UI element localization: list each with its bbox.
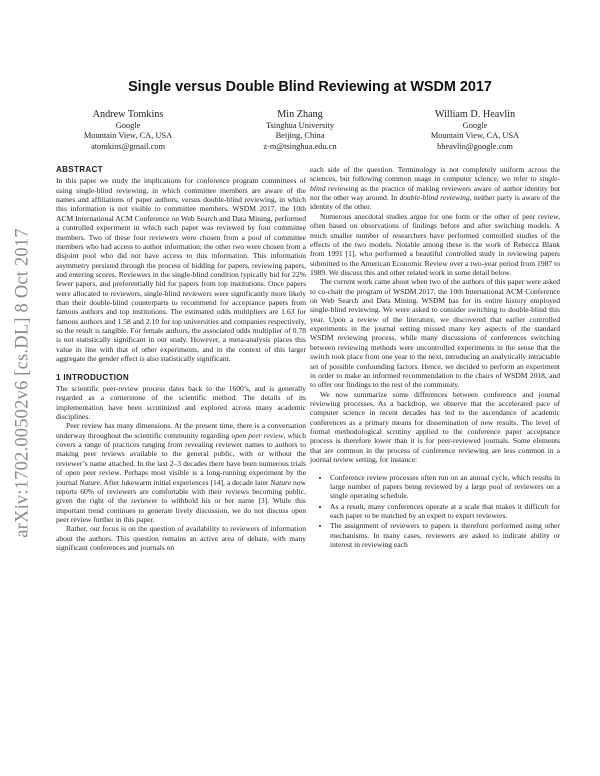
author-location: Beijing, China bbox=[275, 131, 325, 141]
paper-title: Single versus Double Blind Reviewing at WSDM 2017 bbox=[128, 79, 492, 95]
list-item: • As a result, many conferences operate at a scale that makes it difficult for each paper to be matched by an expert to expert reviewers. bbox=[330, 502, 560, 521]
right-column bbox=[310, 165, 560, 550]
left-column bbox=[56, 165, 306, 552]
author-name: Min Zhang bbox=[277, 109, 323, 120]
intro-paragraph-2: Peer review has many dimensions. At the present time, there is a conversation underway throughout the scientific community regarding open peer review, which covers a range of practices ranging from revealing reviewer names to authors to making peer reviews available to the general public, with or without the reviewer’s name attached. In the last 2–3 decades there have been numerous trials of open peer review. Perhaps most visible is a long-running experiment by the journal Nature. After lukewarm initial experiences [14], a decade later Nature now reports 60% of reviewers are comfortable with their reviews becoming public, given the right of the reviewer to withhold his or her name [3]. While this important trend continues to generate lively discussion, we do not discuss open peer review further in this paper. bbox=[56, 421, 306, 524]
author-location: Mountain View, CA, USA bbox=[83, 131, 173, 141]
author-location: Mountain View, CA, USA bbox=[430, 131, 520, 141]
intro-paragraph-1: The scientific peer-review process dates back to the 1600’s, and is generally regarded as a cornerstone of the scientific method. The details of its implementation have been scrutinized and explored across many academic disciplines. bbox=[56, 383, 306, 421]
author-name: Andrew Tomkins bbox=[92, 109, 164, 120]
bullet-list bbox=[310, 473, 560, 550]
list-item: • The assignment of reviewers to papers is therefore performed using other mechanisms. In many cases, reviewers are asked to indicate ability or interest in reviewing each bbox=[330, 521, 560, 549]
abstract-heading: ABSTRACT bbox=[56, 165, 103, 174]
author-3 bbox=[400, 108, 550, 152]
intro-heading: 1 INTRODUCTION bbox=[56, 372, 129, 382]
author-email[interactable]: bheavlin@google.com bbox=[437, 141, 513, 151]
intro-paragraph-6: The current work came about when two of the authors of this paper were asked to co-chair the program of WSDM 2017, the 10th International ACM Conference on Web Search and Data Mining. WSDM has for its entire history employed single-blind reviewing. We were asked to consider switching to double-blind this year. Upon a review of the literature, we discovered that earlier controlled experiments in the journal setting missed many key aspects of the standard WSDM reviewing process, while many discussions of conferences switching between reviewing methods were uncontrolled experiments in the sense that the switch took place from one year to the next, introducing an analytically intractable set of possible confounding factors. Hence, we decided to perform an experiment in order to make an informed recommendation to the chairs of WSDM 2018, and to offer our findings to the rest of the community. bbox=[310, 277, 560, 390]
arxiv-stamp: arXiv:1702.00502v6 [cs.DL] 8 Oct 2017 bbox=[12, 228, 33, 538]
author-email[interactable]: atomkins@gmail.com bbox=[90, 141, 165, 151]
intro-paragraph-5: Numerous anecdotal studies argue for one form or the other of peer review, often based on observations of findings before and after switching models. A much smaller number of researchers have performed controlled studies of the effects of the two models. Notable among these is the work of Rebecca Blank from 1991 [1], who performed a beautiful controlled study in reviewing papers submitted to the American Economic Review over a two-year period from 1987 to 1989. We discuss this and other related work in some detail below. bbox=[310, 211, 560, 277]
intro-paragraph-4: each side of the question. Terminology is not completely uniform across the sciences, but following common usage in computer science, we refer to single-blind reviewing as the practice of making reviewers aware of author identity but not the other way around. In double-blind reviewing, neither party is aware of the identity of the other. bbox=[310, 165, 560, 212]
abstract-text: In this paper we study the implications for conference program committees of using single-blind reviewing, in which committee members are aware of the names and affiliations of paper authors, versus double-blind reviewing, in which this information is not visible to committee members. WSDM 2017, the 10th ACM International ACM Conference on Web Search and Data Mining, performed a controlled experiment in which each paper was reviewed by four committee members. Two of these four reviewers were chosen from a pool of committee members who had access to author information; the other two were chosen from a disjoint pool who did not have access to this information. This information asymmetry persisted through the process of bidding for papers, reviewing papers, and entering scores. Reviewers in the single-blind condition typically bid for 22% fewer papers, and preferentially bid for papers from top institutions. Once papers were allocated to reviewers, single-blind reviewers were significantly more likely than their double-blind counterparts to recommend for acceptance papers from famous authors and top institutions. The estimated odds multipliers are 1.63 for famous authors and 1.58 and 2.10 for top universities and companies respectively, so the result is tangible. For female authors, the associated odds multiplier of 0.78 is not statistically significant in our study. However, a meta-analysis places this value in line with that of other experiments, and in the context of this larger aggregate the gender effect is also statistically significant. bbox=[56, 176, 306, 364]
author-name: William D. Heavlin bbox=[434, 109, 516, 120]
author-affiliation: Google bbox=[115, 121, 141, 130]
author-affiliation: Tsinghua University bbox=[265, 121, 335, 130]
author-1 bbox=[56, 108, 200, 152]
list-item: • Conference review processes often run on an annual cycle, which results in large number of papers being reviewed by a large pool of reviewers on a single operating schedule. bbox=[330, 473, 560, 501]
author-affiliation: Google bbox=[462, 121, 488, 130]
intro-paragraph-7: We now summarize some differences between conference and journal reviewing processes. As a backdrop, we observe that the accelerated pace of computer science in recent decades has led to the ascendance of academic conferences as a primary means for dissemination of new results. The level of formal methodological scrutiny applied to the conference paper acceptance process is therefore lower than it is for peer-reviewed journals. Some elements that are common in the process of conference reviewing are less common in a journal review setting, for instance: bbox=[310, 389, 560, 465]
intro-paragraph-3: Rather, our focus is on the question of availability to reviewers of information about the authors. This question remains an active area of debate, with many significant conferences and journals on bbox=[56, 524, 306, 553]
author-2 bbox=[236, 108, 364, 152]
author-email[interactable]: z-m@tsinghua.edu.cn bbox=[263, 141, 337, 151]
